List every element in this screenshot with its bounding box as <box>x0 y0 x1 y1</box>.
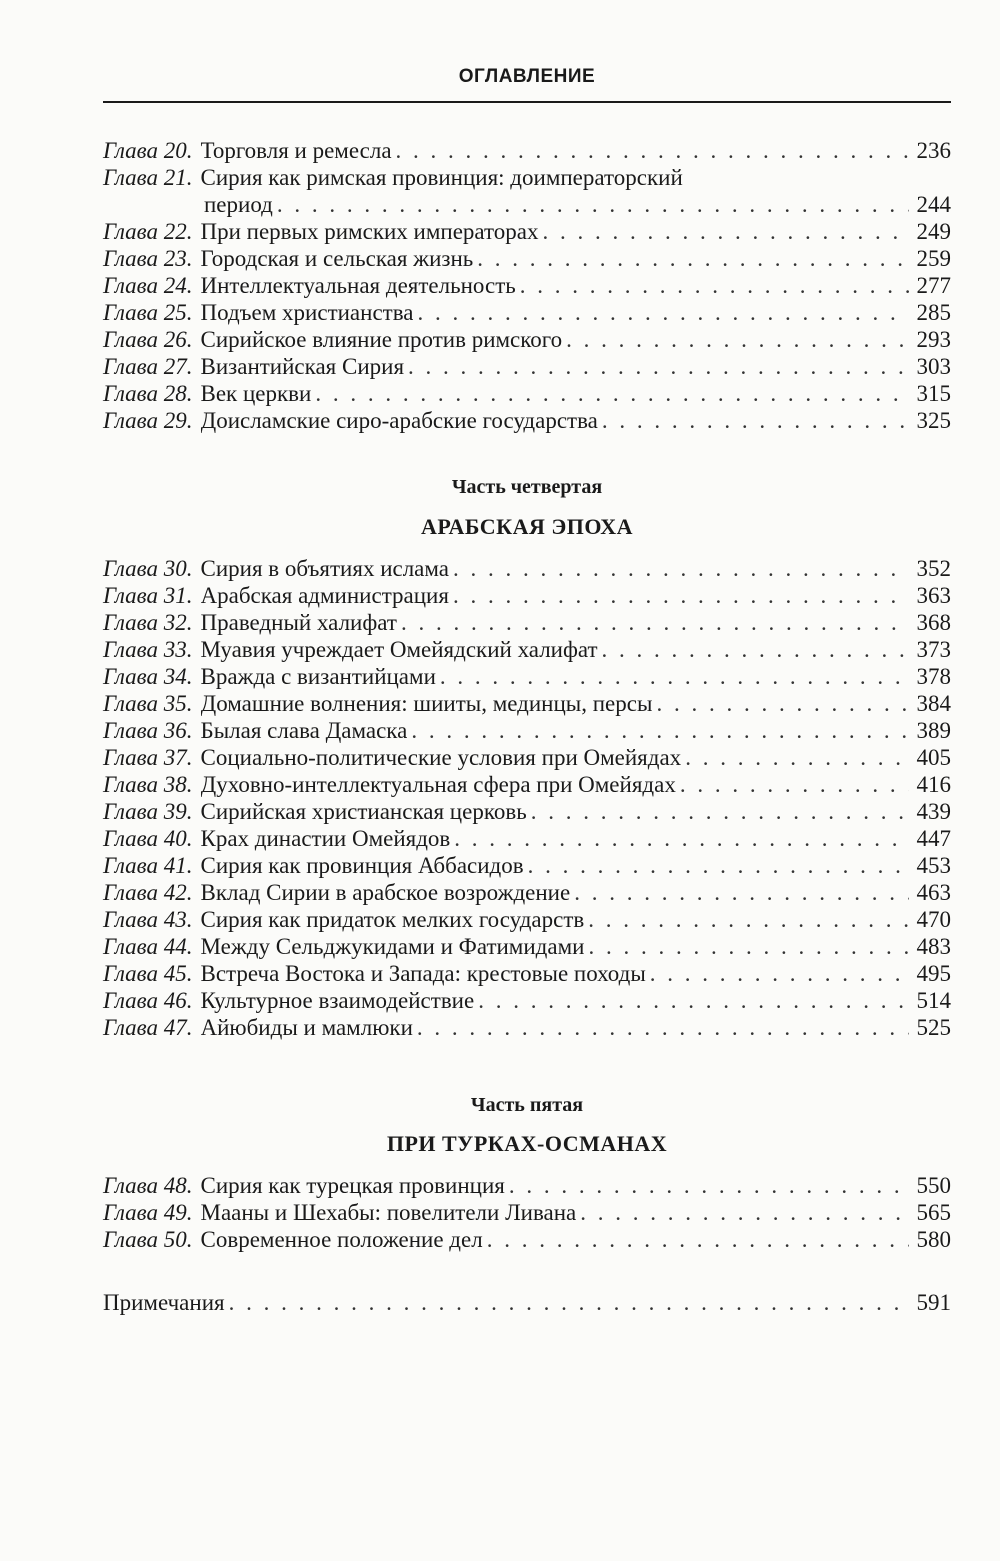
page-number: 325 <box>916 408 951 433</box>
chapter-number: Глава 32. <box>103 610 193 635</box>
chapter-number: Глава 44. <box>103 934 193 959</box>
toc-entry-ch36[interactable] <box>103 717 951 744</box>
dot-leader <box>487 1226 909 1253</box>
page-number: 439 <box>916 799 951 824</box>
chapter-title: Подъем христианства <box>200 300 414 325</box>
chapter-number: Глава 39. <box>103 799 193 824</box>
chapter-number: Глава 36. <box>103 718 193 743</box>
dot-leader <box>602 636 909 663</box>
page-number: 236 <box>916 138 951 163</box>
dot-leader <box>685 744 909 771</box>
dot-leader <box>543 218 909 245</box>
toc-entry-ch44[interactable] <box>103 933 951 960</box>
chapter-title-continued: период <box>204 192 273 217</box>
chapter-title: Торговля и ремесла <box>200 138 392 163</box>
chapter-number: Глава 42. <box>103 880 193 905</box>
chapter-number: Глава 25. <box>103 300 193 325</box>
chapter-number: Глава 45. <box>103 961 193 986</box>
page-number: 463 <box>916 880 951 905</box>
chapter-number: Глава 37. <box>103 745 193 770</box>
chapter-title: Праведный халифат <box>200 610 397 635</box>
chapter-number: Глава 34. <box>103 664 193 689</box>
page-number: 384 <box>916 691 951 716</box>
notes-title: Примечания <box>103 1290 225 1315</box>
chapter-number: Глава 28. <box>103 381 193 406</box>
chapter-number: Глава 33. <box>103 637 193 662</box>
toc-section-1 <box>103 137 951 434</box>
dot-leader <box>440 663 909 690</box>
page-number: 483 <box>916 934 951 959</box>
toc-entry-ch31[interactable] <box>103 582 951 609</box>
chapter-title: Айюбиды и мамлюки <box>200 1015 413 1040</box>
toc-entry-ch22[interactable] <box>103 218 951 245</box>
chapter-title: Сирия в объятиях ислама <box>200 556 449 581</box>
dot-leader <box>315 380 909 407</box>
chapter-number: Глава 46. <box>103 988 193 1013</box>
chapter-title: Вражда с византийцами <box>200 664 436 689</box>
page-number: 293 <box>916 327 951 352</box>
toc-entry-ch43[interactable] <box>103 906 951 933</box>
chapter-number: Глава 22. <box>103 219 193 244</box>
chapter-number: Глава 24. <box>103 273 193 298</box>
toc-entry-ch50[interactable] <box>103 1226 951 1253</box>
chapter-number: Глава 20. <box>103 138 193 163</box>
chapter-title: Культурное взаимодействие <box>200 988 475 1013</box>
part-5-label: Часть пятая <box>470 1094 584 1116</box>
page-number: 470 <box>916 907 951 932</box>
toc-section-part-4 <box>103 555 951 1041</box>
dot-leader <box>453 555 909 582</box>
chapter-title: Сирия как турецкая провинция <box>200 1173 505 1198</box>
dot-leader <box>417 299 909 326</box>
chapter-title: Духовно-интеллектуальная сфера при Омейядах <box>200 772 676 797</box>
dot-leader <box>531 798 909 825</box>
dot-leader <box>574 879 909 906</box>
toc-entry-ch38[interactable] <box>103 771 951 798</box>
chapter-title: Крах династии Омейядов <box>200 826 451 851</box>
chapter-number: Глава 40. <box>103 826 193 851</box>
chapter-number: Глава 23. <box>103 246 193 271</box>
chapter-number: Глава 49. <box>103 1200 193 1225</box>
toc-entry-ch37[interactable] <box>103 744 951 771</box>
toc-entry-ch28[interactable] <box>103 380 951 407</box>
toc-entry-ch39[interactable] <box>103 798 951 825</box>
chapter-title: Социально-политические условия при Омейядах <box>200 745 682 770</box>
page-number: 389 <box>916 718 951 743</box>
dot-leader <box>520 272 909 299</box>
toc-page <box>103 0 951 1561</box>
chapter-number: Глава 35. <box>103 691 193 716</box>
toc-entry-ch40[interactable] <box>103 825 951 852</box>
chapter-number: Глава 43. <box>103 907 193 932</box>
dot-leader <box>454 825 909 852</box>
chapter-title: При первых римских императорах <box>200 219 539 244</box>
page-header-title: ОГЛАВЛЕНИЕ <box>458 66 596 87</box>
dot-leader <box>656 690 909 717</box>
dot-leader <box>528 852 909 879</box>
page-number: 244 <box>916 192 951 217</box>
chapter-title: Сирия как римская провинция: доимператорский <box>200 165 683 190</box>
chapter-number: Глава 50. <box>103 1227 193 1252</box>
page-number: 277 <box>916 273 951 298</box>
chapter-title: Мааны и Шехабы: повелители Ливана <box>200 1200 577 1225</box>
page-number: 525 <box>916 1015 951 1040</box>
toc-entry-ch45[interactable] <box>103 960 951 987</box>
page-number: 565 <box>916 1200 951 1225</box>
toc-entry-notes[interactable] <box>103 1289 951 1316</box>
chapter-number: Глава 27. <box>103 354 193 379</box>
chapter-title: Доисламские сиро-арабские государства <box>200 408 598 433</box>
page-number: 352 <box>916 556 951 581</box>
dot-leader <box>680 771 909 798</box>
toc-entry-ch34[interactable] <box>103 663 951 690</box>
chapter-number: Глава 47. <box>103 1015 193 1040</box>
page-number: 447 <box>916 826 951 851</box>
chapter-title: Между Сельджукидами и Фатимидами <box>200 934 585 959</box>
toc-entry-ch30[interactable] <box>103 555 951 582</box>
page-number: 303 <box>916 354 951 379</box>
toc-notes-section <box>103 1289 951 1316</box>
chapter-number: Глава 48. <box>103 1173 193 1198</box>
toc-entry-ch49[interactable] <box>103 1199 951 1226</box>
chapter-title: Век церкви <box>200 381 312 406</box>
toc-entry-ch24[interactable] <box>103 272 951 299</box>
toc-section-part-5 <box>103 1172 951 1253</box>
dot-leader <box>602 407 909 434</box>
dot-leader <box>478 987 909 1014</box>
toc-entry-ch46[interactable] <box>103 987 951 1014</box>
page-number: 373 <box>916 637 951 662</box>
toc-entry-ch41[interactable] <box>103 852 951 879</box>
toc-entry-ch33[interactable] <box>103 636 951 663</box>
chapter-title: Вклад Сирии в арабское возрождение <box>200 880 571 905</box>
dot-leader <box>566 326 909 353</box>
toc-entry-ch23[interactable] <box>103 245 951 272</box>
toc-entry-ch20[interactable] <box>103 137 951 164</box>
page-number: 416 <box>916 772 951 797</box>
chapter-number: Глава 21. <box>103 165 193 190</box>
dot-leader <box>396 137 909 164</box>
dot-leader <box>650 960 909 987</box>
page-number: 285 <box>916 300 951 325</box>
chapter-title: Домашние волнения: шииты, мединцы, персы <box>200 691 653 716</box>
chapter-title: Городская и сельская жизнь <box>200 246 474 271</box>
page-number: 405 <box>916 745 951 770</box>
page-number: 495 <box>916 961 951 986</box>
page-number: 453 <box>916 853 951 878</box>
page-number: 363 <box>916 583 951 608</box>
page-number: 378 <box>916 664 951 689</box>
chapter-title: Арабская администрация <box>200 583 449 608</box>
page-number: 591 <box>916 1290 951 1315</box>
chapter-title: Сирийская христианская церковь <box>200 799 527 824</box>
toc-entry-ch42[interactable] <box>103 879 951 906</box>
part-4-title: АРАБСКАЯ ЭПОХА <box>420 514 634 539</box>
dot-leader <box>277 191 909 218</box>
dot-leader <box>417 1014 909 1041</box>
chapter-title: Встреча Востока и Запада: крестовые походы <box>200 961 646 986</box>
dot-leader <box>229 1289 909 1316</box>
dot-leader <box>588 933 909 960</box>
dot-leader <box>588 906 909 933</box>
page-number: 580 <box>916 1227 951 1252</box>
chapter-title: Сирийское влияние против римского <box>200 327 563 352</box>
toc-entry-ch25[interactable] <box>103 299 951 326</box>
chapter-number: Глава 30. <box>103 556 193 581</box>
toc-entry-ch27[interactable] <box>103 353 951 380</box>
toc-entry-ch26[interactable] <box>103 326 951 353</box>
dot-leader <box>580 1199 909 1226</box>
chapter-title: Современное положение дел <box>200 1227 483 1252</box>
dot-leader <box>509 1172 909 1199</box>
dot-leader <box>401 609 909 636</box>
page-number: 514 <box>916 988 951 1013</box>
part-4-label: Часть четвертая <box>451 476 603 498</box>
header-rule <box>103 101 951 103</box>
chapter-title: Былая слава Дамаска <box>200 718 408 743</box>
chapter-title: Византийская Сирия <box>200 354 405 379</box>
page-number: 249 <box>916 219 951 244</box>
toc-entry-ch29[interactable] <box>103 407 951 434</box>
chapter-number: Глава 29. <box>103 408 193 433</box>
dot-leader <box>408 353 909 380</box>
toc-entry-ch35[interactable] <box>103 690 951 717</box>
toc-entry-ch48[interactable] <box>103 1172 951 1199</box>
chapter-title: Сирия как придаток мелких государств <box>200 907 585 932</box>
toc-entry-ch32[interactable] <box>103 609 951 636</box>
dot-leader <box>411 717 909 744</box>
page-number: 368 <box>916 610 951 635</box>
chapter-title: Муавия учреждает Омейядский халифат <box>200 637 598 662</box>
chapter-title: Интеллектуальная деятельность <box>200 273 516 298</box>
chapter-number: Глава 38. <box>103 772 193 797</box>
chapter-number: Глава 41. <box>103 853 193 878</box>
chapter-number: Глава 26. <box>103 327 193 352</box>
dot-leader <box>453 582 909 609</box>
dot-leader <box>477 245 909 272</box>
chapter-number: Глава 31. <box>103 583 193 608</box>
part-5-title: ПРИ ТУРКАХ-ОСМАНАХ <box>386 1131 668 1156</box>
page-number: 259 <box>916 246 951 271</box>
page-number: 315 <box>916 381 951 406</box>
toc-entry-ch47[interactable] <box>103 1014 951 1041</box>
toc-entry-ch21[interactable] <box>103 164 951 218</box>
page-number: 550 <box>916 1173 951 1198</box>
chapter-title: Сирия как провинция Аббасидов <box>200 853 524 878</box>
